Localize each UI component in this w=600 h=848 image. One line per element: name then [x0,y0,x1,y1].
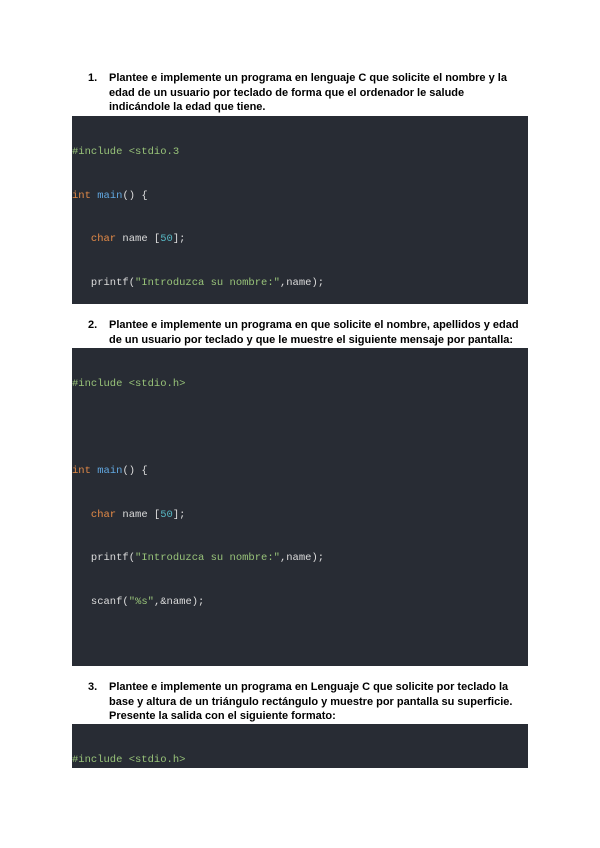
code-line: char name [50]; [90,508,186,521]
code-line: int main() { [72,189,148,202]
task-text: Plantee e implemente un programa en Lenguaje C que solicite por teclado la base y altura de un triángulo rectángulo y muestre por pantalla su superficie. Presente la salida con el siguiente formato: [109,681,513,722]
code-line: printf("Introduzca su nombre:",name); [72,276,325,289]
code-block-1 [72,116,528,304]
code-line: printf("Introduzca su nombre:",name); [72,552,325,564]
code-line: #include <stdio.h> [72,378,186,390]
task-text: Plantee e implemente un programa en que solicite el nombre, apellidos y edad de un usuario por teclado y que le muestre el siguiente mensaje por pantalla: [109,319,519,346]
code-block-3 [72,724,528,768]
task-number: 3. [88,681,98,693]
task-number: 1. [88,72,98,84]
task-text: Plantee e implemente un programa en lenguaje C que solicite el nombre y la edad de un usuario por teclado de forma que el ordenador le salude indicándole la edad que tiene. [109,72,507,113]
task-2 [88,318,528,347]
task-3 [88,680,528,724]
code-block-2 [72,348,528,666]
task-number: 2. [88,319,98,331]
code-line: int main() { [72,465,148,477]
code-line: char name [50]; [90,233,186,245]
code-line: scanf("%s",&name); [72,595,205,608]
code-line: #include <stdio.3 [72,146,180,158]
code-line: #include <stdio.h> [72,754,186,766]
task-1 [88,71,528,115]
